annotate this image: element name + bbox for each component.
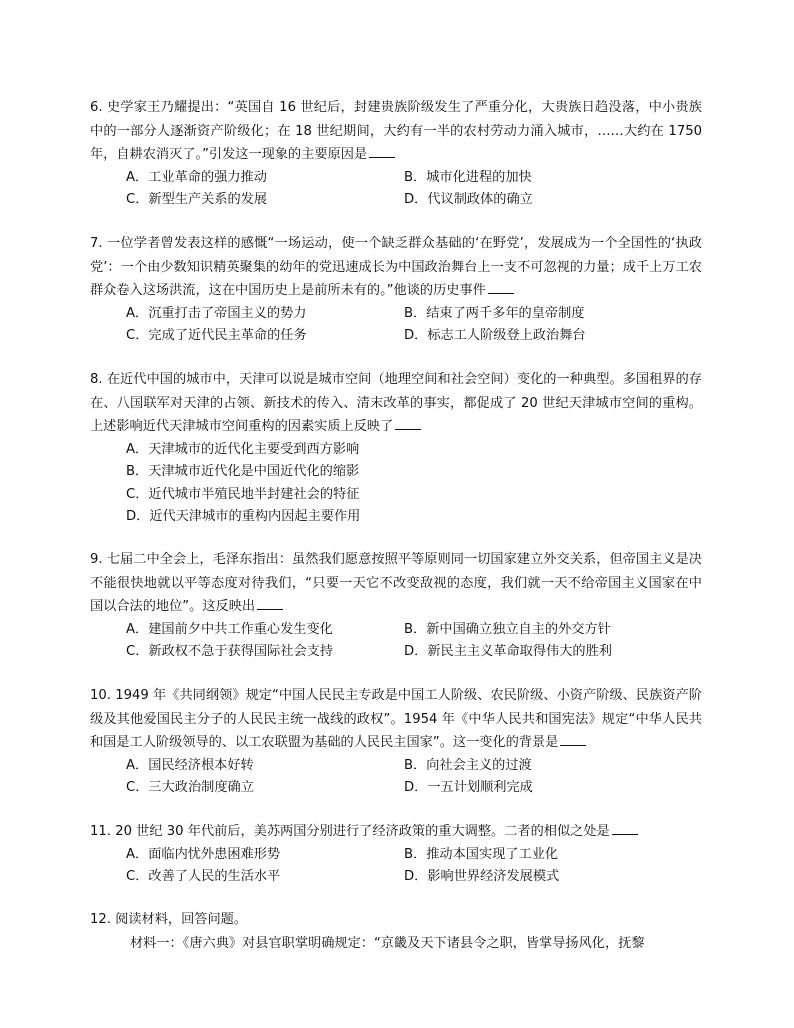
option-a: A．建国前夕中共工作重心发生变化 (126, 621, 333, 637)
option-c: C．新型生产关系的发展 (126, 192, 268, 207)
question-10 (90, 684, 702, 800)
option-c: C．改善了人民的生活水平 (126, 869, 281, 884)
options (126, 167, 702, 212)
answer-blank (488, 281, 514, 294)
question-stem: 12. 阅读材料，回答问题。 (90, 912, 248, 927)
option-b: B．推动本国实现了工业化 (404, 846, 559, 862)
question-stem: 6. 史学家王乃耀提出：“英国自 16 世纪后，封建贵族阶级发生了严重分化，大贵族日趋没落，中小贵族中的一部分人逐渐资产阶级化；在 18 世纪期间，大约有一半的农村劳动力涌入城市，……大约在 1750 年，自耕农消灭了。”引发这一现象的主要原因是 (90, 100, 702, 162)
option-b: B．向社会主义的过渡 (404, 757, 532, 773)
question-stem: 8. 在近代中国的城市中，天津可以说是城市空间（地理空间和社会空间）变化的一种典型。多国租界的存在、八国联军对天津的占领、新技术的传入、清末改革的事实，都促成了 20 世纪天津城市空间的重构。上述影响近代天津城市空间重构的因素实质上反映了 (90, 372, 702, 434)
option-a: A．工业革命的强力推动 (126, 169, 267, 185)
answer-blank (369, 145, 395, 158)
option-a: A．国民经济根本好转 (126, 757, 254, 773)
options (126, 619, 702, 664)
option-c: C．近代城市半殖民地半封建社会的特征 (126, 486, 360, 502)
question-stem: 9. 七届二中全会上，毛泽东指出：虽然我们愿意按照平等原则同一切国家建立外交关系，但帝国主义是决不能很快地就以平等态度对待我们，“只要一天它不改变敌视的态度，我们就一天不给帝国主义国家在中国以合法的地位”。这反映出 (90, 552, 702, 614)
question-stem: 10. 1949 年《共同纲领》规定“中国人民民主专政是中国工人阶级、农民阶级、小资产阶级、民族资产阶级及其他爱国民主分子的人民民主统一战线的政权”。1954 年《中华人民共和国宪法》规定“中华人民共和国是工人阶级领导的、以工农联盟为基础的人民民主国家”。这一变化的背景是 (90, 688, 702, 750)
answer-blank (560, 733, 586, 746)
option-b: B．城市化进程的加快 (404, 169, 532, 185)
question-12 (90, 908, 710, 955)
options (126, 303, 702, 348)
option-a: A．沉重打击了帝国主义的势力 (126, 305, 307, 321)
option-a: A．面临内忧外患困难形势 (126, 846, 281, 862)
answer-blank (257, 597, 283, 610)
option-c: C．新政权不急于获得国际社会支持 (126, 644, 334, 659)
question-6 (90, 96, 702, 212)
option-d: D．影响世界经济发展模式 (404, 869, 560, 884)
answer-blank (612, 822, 638, 835)
option-c: C．完成了近代民主革命的任务 (126, 328, 307, 343)
option-c: C．三大政治制度确立 (126, 780, 254, 795)
question-7 (90, 232, 702, 348)
question-9 (90, 548, 702, 664)
question-stem: 11. 20 世纪 30 年代前后，美苏两国分别进行了经济政策的重大调整。二者的相似之处是 (90, 820, 702, 844)
option-d: D．代议制政体的确立 (404, 192, 533, 207)
option-d: D．一五计划顺利完成 (404, 780, 533, 795)
question-11 (90, 820, 702, 889)
option-d: D．标志工人阶级登上政治舞台 (404, 328, 586, 343)
option-b: B．新中国确立独立自主的外交方针 (404, 621, 611, 637)
answer-blank (395, 417, 421, 430)
option-a: A．天津城市的近代化主要受到西方影响 (126, 441, 360, 457)
options (126, 755, 702, 800)
options (126, 844, 702, 889)
option-d: D．新民主主义革命取得伟大的胜利 (404, 644, 612, 659)
question-stem: 7. 一位学者曾发表这样的感慨“一场运动，使一个缺乏群众基础的‘在野党’，发展成为一个全国性的‘执政党’：一个由少数知识精英聚集的幼年的党迅速成长为中国政治舞台上一支不可忽视的力量；成千上万工农群众卷入这场洪流，这在中国历史上是前所未有的。”他谈的历史事件 (90, 236, 702, 298)
options (126, 439, 702, 529)
option-d: D．近代天津城市的重构内因起主要作用 (126, 509, 361, 524)
option-b: B．天津城市近代化是中国近代化的缩影 (126, 464, 360, 479)
question-8 (90, 368, 702, 529)
option-b: B．结束了两千多年的皇帝制度 (404, 305, 585, 321)
material-one: 材料一：《唐六典》对县官职掌明确规定：“京畿及天下诸县令之职，皆掌导扬风化，抚黎 (130, 935, 645, 951)
